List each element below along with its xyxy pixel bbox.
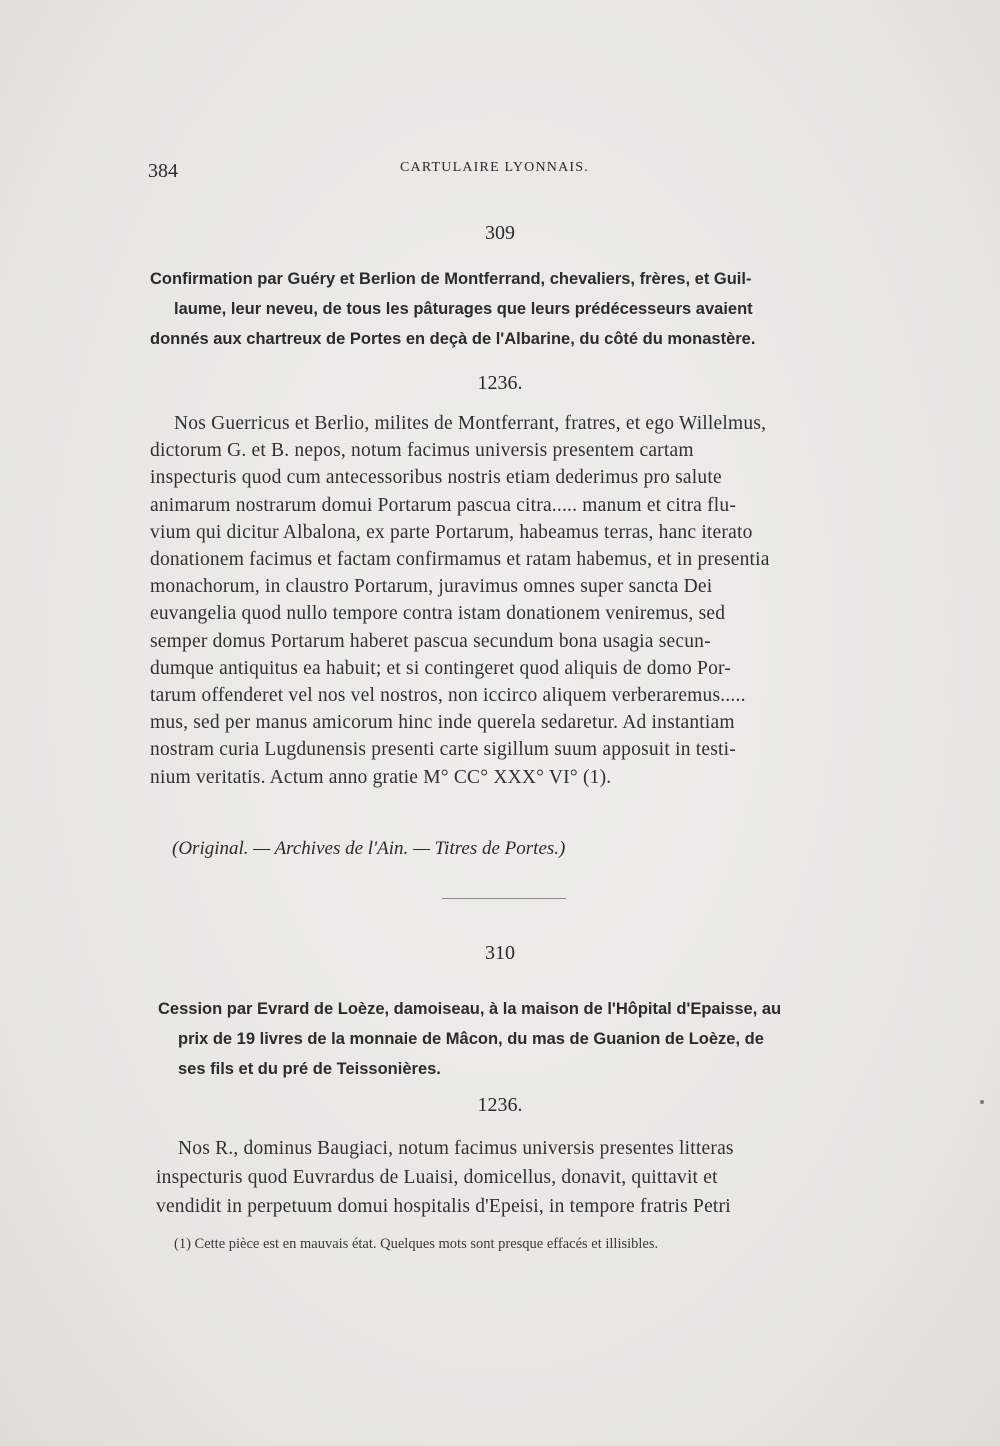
body-line: semper domus Portarum haberet pascua secundum bona usagia secun- <box>150 630 711 652</box>
body-line: animarum nostrarum domui Portarum pascua citra..... manum et citra flu- <box>150 494 737 516</box>
entry-number-310: 310 <box>485 942 515 964</box>
body-line: nostram curia Lugdunensis presenti carte sigillum suum apposuit in testi- <box>150 739 736 761</box>
entry-number-309: 309 <box>485 222 515 244</box>
running-title: CARTULAIRE LYONNAIS. <box>400 160 589 175</box>
entry-310-body <box>156 1134 868 1221</box>
body-line: tarum offenderet vel nos vel nostros, non iccirco aliquem verberaremus..... <box>150 685 746 707</box>
entry-309-summary <box>150 264 850 354</box>
body-line: inspecturis quod cum antecessoribus nostris etiam dederimus pro salute <box>150 467 722 489</box>
body-line: euvangelia quod nullo tempore contra istam donationem veniremus, sed <box>150 603 726 625</box>
body-line: donationem facimus et factam confirmamus et ratam habemus, et in presentia <box>150 549 770 571</box>
footnote: (1) Cette pièce est en mauvais état. Quelques mots sont presque effacés et illisibles. <box>174 1236 659 1252</box>
entry-309-body <box>150 410 860 791</box>
section-divider <box>442 898 566 899</box>
summary-line: Confirmation par Guéry et Berlion de Montferrand, chevaliers, frères, et Guil- <box>150 270 752 288</box>
body-line: dictorum G. et B. nepos, notum facimus universis presentem cartam <box>150 440 694 462</box>
entry-310-summary <box>158 994 864 1084</box>
body-line: nium veritatis. Actum anno gratie M° CC° XXX° VI° (1). <box>150 766 612 788</box>
body-line: inspecturis quod Euvrardus de Luaisi, domicellus, donavit, quittavit et <box>156 1167 718 1188</box>
summary-line: laume, leur neveu, de tous les pâturages que leurs prédécesseurs avaient <box>174 300 753 318</box>
body-line: Nos Guerricus et Berlio, milites de Montferrant, fratres, et ego Willelmus, <box>174 413 767 434</box>
body-line: monachorum, in claustro Portarum, juravimus omnes super sancta Dei <box>150 576 713 598</box>
body-line: mus, sed per manus amicorum hinc inde querela sedaretur. Ad instantiam <box>150 712 735 734</box>
entry-309-date: 1236. <box>477 372 523 394</box>
summary-line: prix de 19 livres de la monnaie de Mâcon, du mas de Guanion de Loèze, de <box>178 1030 764 1048</box>
entry-309-source: (Original. — Archives de l'Ain. — Titres de Portes.) <box>172 838 566 859</box>
summary-line: Cession par Evrard de Loèze, damoiseau, à la maison de l'Hôpital d'Epaisse, au <box>158 1000 782 1018</box>
paper-speck <box>980 1100 984 1104</box>
body-line: dumque antiquitus ea habuit; et si contingeret quod aliquis de domo Por- <box>150 657 732 679</box>
summary-line: donnés aux chartreux de Portes en deçà de l'Albarine, du côté du monastère. <box>150 330 756 348</box>
body-line: vium qui dicitur Albalona, ex parte Portarum, habeamus terras, hanc iterato <box>150 521 753 543</box>
body-line: Nos R., dominus Baugiaci, notum facimus universis presentes litteras <box>178 1138 734 1159</box>
summary-line: ses fils et du pré de Teissonières. <box>178 1060 441 1078</box>
entry-310-date: 1236. <box>477 1094 523 1116</box>
body-line: vendidit in perpetuum domui hospitalis d'Epeisi, in tempore fratris Petri <box>156 1196 731 1217</box>
page-number: 384 <box>148 160 178 182</box>
